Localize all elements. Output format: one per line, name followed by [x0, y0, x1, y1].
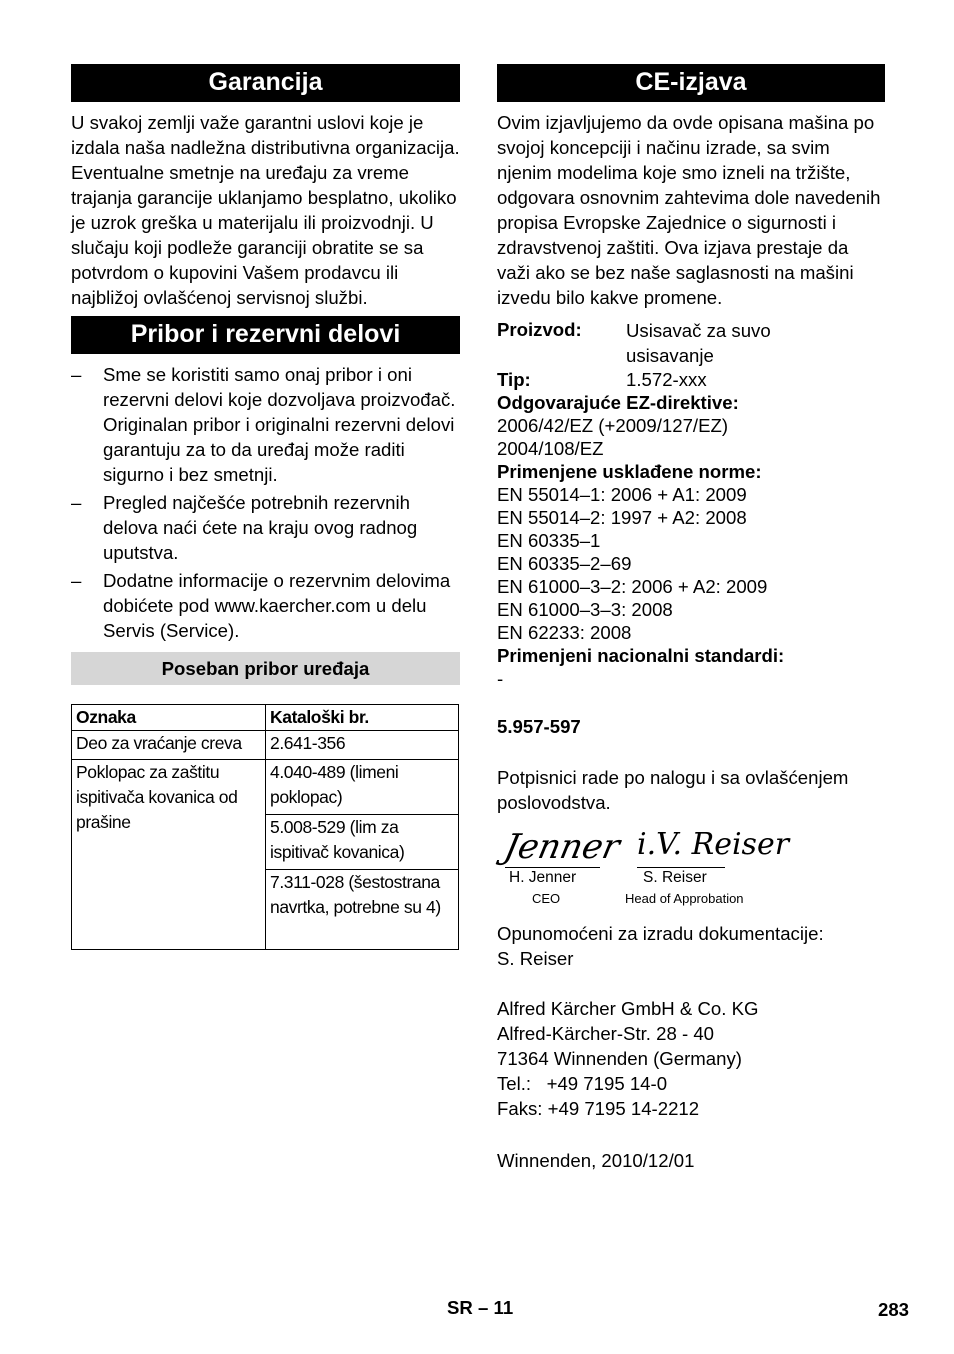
address-line: Tel.: +49 7195 14-0 [497, 1073, 668, 1094]
list-item: – Dodatne informacije o rezervnim delovima dobićete pod www.kaercher.com u delu Servis (Service). [71, 570, 451, 641]
directive-item: 2004/108/EZ [497, 438, 604, 459]
garancija-text: U svakoj zemlji važe garantni uslovi koje je izdala naša nadležna distributivna organizacija. Eventualne smetnje na uređaju za vreme trajanja garancije uklanjamo besplatno, ukoliko je uzrok greška u materijalu ili proizvodnji. U slučaju koji podleže garanciji obratite se sa potvrdom o kupovini Vašem prodavcu ili najbližoj ovlašćenoj servisnoj službi. [71, 112, 460, 308]
national-standards-label: Primenjeni nacionalni standardi: [497, 645, 785, 666]
accessories-table [71, 704, 459, 950]
directive-item: 2006/42/EZ (+2009/127/EZ) [497, 415, 729, 436]
place-date: Winnenden, 2010/12/01 [497, 1150, 695, 1171]
dash-marker: – [71, 364, 82, 385]
norm-item: EN 55014–1: 2006 + A1: 2009 [497, 484, 747, 505]
ce-izjava-heading: CE-izjava [497, 64, 885, 102]
table-row: Poklopac za zaštitu ispitivača kovanica od prašine 4.040-489 (limeni poklopac) [72, 760, 459, 815]
norm-item: EN 61000–3–2: 2006 + A2: 2009 [497, 576, 768, 597]
proizvod-label: Proizvod: [497, 319, 582, 340]
footer-section-number: SR – 11 [447, 1297, 514, 1318]
column-header-katalog: Kataloški br. [266, 705, 459, 731]
signatures [497, 827, 885, 921]
address-line: Faks: +49 7195 14-2212 [497, 1098, 700, 1119]
list-item: – Sme se koristiti samo onaj pribor i oni rezervni delovi koje dozvoljava proizvođač. Originalan pribor i originalni rezervni delovi garantuju za to da uređaj može raditi sigurno i bez smetnji. [71, 364, 456, 485]
left-column [71, 64, 460, 950]
pribor-heading: Pribor i rezervni delovi [71, 316, 460, 354]
signer-name-jenner: H. Jenner [509, 869, 577, 886]
signer-name-reiser: S. Reiser [643, 869, 707, 886]
tip-value: 1.572-xxx [626, 369, 707, 390]
dash-marker: – [71, 492, 82, 513]
norm-item: EN 61000–3–3: 2008 [497, 599, 673, 620]
ce-intro-text: Ovim izjavljujemo da ovde opisana mašina po svojoj koncepciji i načinu izrade, sa svim njenim modelima koje smo izneli na tržište, odgovara osnovnim zahtevima dole navedenih propisa Evropske Zajednice o sigurnosti i zdravstvenoj zaštiti. Ova izjava prestaje da važi ako se bez naše saglasnosti na mašini izvedu bilo kakve promene. [497, 112, 881, 308]
company-address [497, 996, 885, 1121]
pribor-list [71, 362, 460, 643]
dash-marker: – [71, 570, 82, 591]
norm-item: EN 60335–2–69 [497, 553, 632, 574]
national-standards-value: - [497, 668, 504, 689]
norm-item: EN 55014–2: 1997 + A2: 2008 [497, 507, 747, 528]
address-line: Alfred Kärcher GmbH & Co. KG [497, 998, 759, 1019]
documentation-label: Opunomoćeni za izradu dokumentacije: [497, 923, 824, 944]
list-item: – Pregled najčešće potrebnih rezervnih delova naći ćete na kraju ovog radnog uputstva. [71, 492, 418, 563]
footer-page-number: 283 [878, 1299, 910, 1320]
table-row: 5.008-529 (lim za ispitivač kovanica) [72, 815, 459, 870]
address-line: Alfred-Kärcher-Str. 28 - 40 [497, 1023, 715, 1044]
right-column [497, 64, 885, 1173]
signer-role-jenner: CEO [532, 891, 561, 906]
directives-label: Odgovarajuće EZ-direktive: [497, 392, 739, 413]
signers-text: Potpisnici rade po nalogu i sa ovlašćenjem poslovodstva. [497, 767, 849, 813]
tip-row [497, 368, 885, 391]
norm-item: EN 62233: 2008 [497, 622, 632, 643]
column-header-oznaka: Oznaka [72, 705, 266, 731]
tip-label: Tip: [497, 369, 531, 390]
table-row: 7.311-028 (šestostrana navrtka, potrebne su 4) [72, 870, 459, 950]
signature-line [505, 867, 600, 868]
table-header-row [72, 705, 459, 731]
signature-jenner: Jenner [500, 827, 624, 867]
proizvod-value: Usisavač za suvo usisavanje [626, 320, 771, 366]
proizvod-row [497, 318, 885, 368]
documentation-name: S. Reiser [497, 948, 574, 969]
norm-item: EN 60335–1 [497, 530, 601, 551]
address-line: 71364 Winnenden (Germany) [497, 1048, 742, 1069]
norms-label: Primenjene usklađene norme: [497, 461, 762, 482]
document-code: 5.957-597 [497, 716, 581, 737]
signer-role-reiser: Head of Approbation [625, 891, 744, 906]
garancija-heading: Garancija [71, 64, 460, 102]
table-row: Deo za vraćanje creva 2.641-356 [72, 731, 459, 760]
poseban-pribor-heading: Poseban pribor uređaja [71, 652, 460, 685]
signature-reiser: i.V. Reiser [637, 827, 790, 862]
signature-line [637, 867, 725, 868]
